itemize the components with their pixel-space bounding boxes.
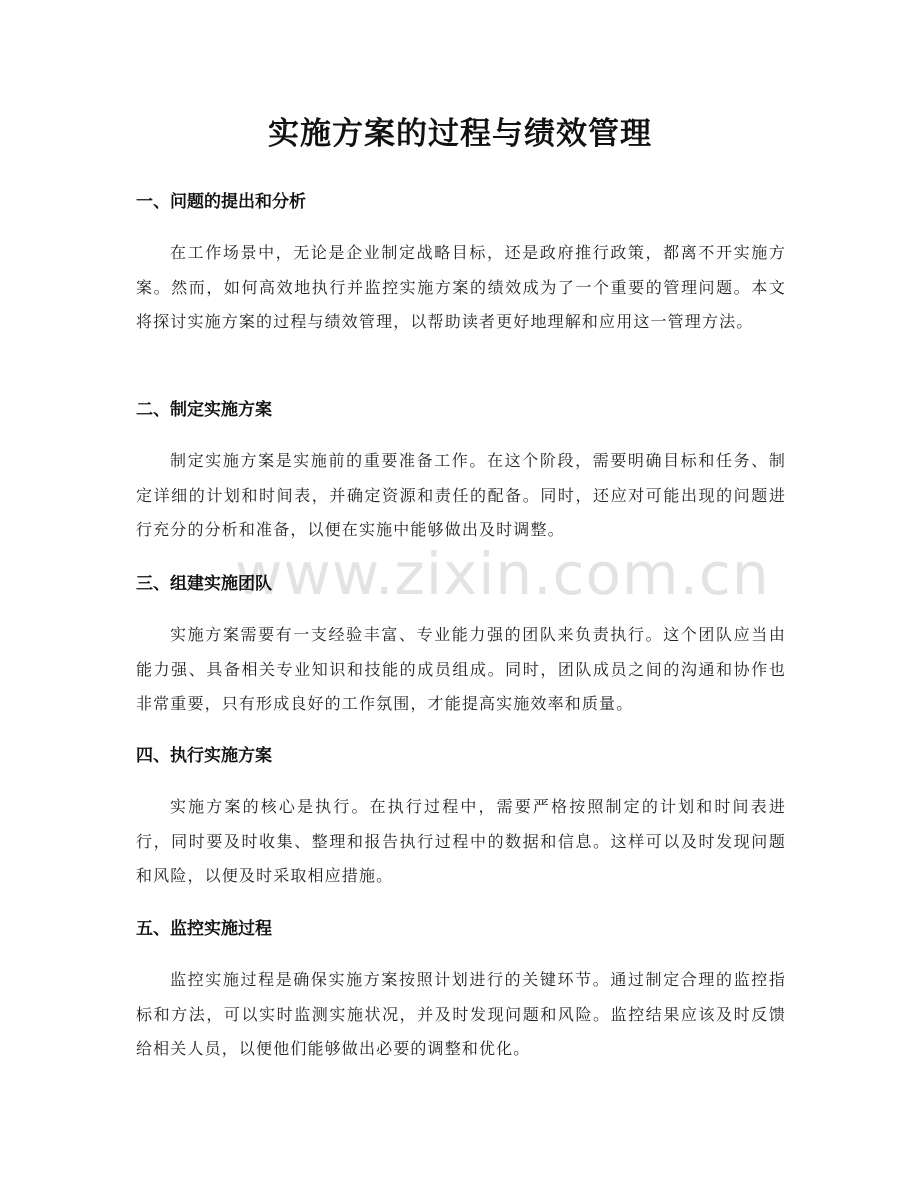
section-paragraph: 制定实施方案是实施前的重要准备工作。在这个阶段，需要明确目标和任务、制定详细的计划和时间表，并确定资源和责任的配备。同时，还应对可能出现的问题进行充分的分析和准备，以便在实施中能够做出及时调整。 (136, 451, 786, 539)
document-title: 实施方案的过程与绩效管理 (268, 116, 652, 152)
section-paragraph: 监控实施过程是确保实施方案按照计划进行的关键环节。通过制定合理的监控指标和方法，可以实时监测实施状况，并及时发现问题和风险。监控结果应该及时反馈给相关人员，以便他们能够做出必要的调整和优化。 (136, 970, 786, 1058)
section-heading: 二、制定实施方案 (136, 400, 272, 420)
section-problem-analysis (136, 190, 786, 340)
section-heading: 三、组建实施团队 (136, 574, 272, 594)
section-execute-plan (136, 744, 786, 894)
watermark-text: www.zixin.com.cn (235, 540, 770, 608)
section-paragraph: 实施方案需要有一支经验丰富、专业能力强的团队来负责执行。这个团队应当由能力强、具备相关专业知识和技能的成员组成。同时，团队成员之间的沟通和协作也非常重要，只有形成良好的工作氛围，才能提高实施效率和质量。 (136, 625, 786, 713)
section-build-team (136, 572, 786, 722)
section-paragraph: 在工作场景中，无论是企业制定战略目标，还是政府推行政策，都离不开实施方案。然而，如何高效地执行并监控实施方案的绩效成为了一个重要的管理问题。本文将探讨实施方案的过程与绩效管理，以帮助读者更好地理解和应用这一管理方法。 (136, 243, 786, 331)
section-paragraph: 实施方案的核心是执行。在执行过程中，需要严格按照制定的计划和时间表进行，同时要及时收集、整理和报告执行过程中的数据和信息。这样可以及时发现问题和风险，以便及时采取相应措施。 (136, 797, 786, 885)
section-monitor-process (136, 917, 786, 1067)
section-formulate-plan (136, 398, 786, 548)
section-heading: 五、监控实施过程 (136, 919, 272, 939)
section-heading: 一、问题的提出和分析 (136, 192, 306, 212)
section-heading: 四、执行实施方案 (136, 746, 272, 766)
